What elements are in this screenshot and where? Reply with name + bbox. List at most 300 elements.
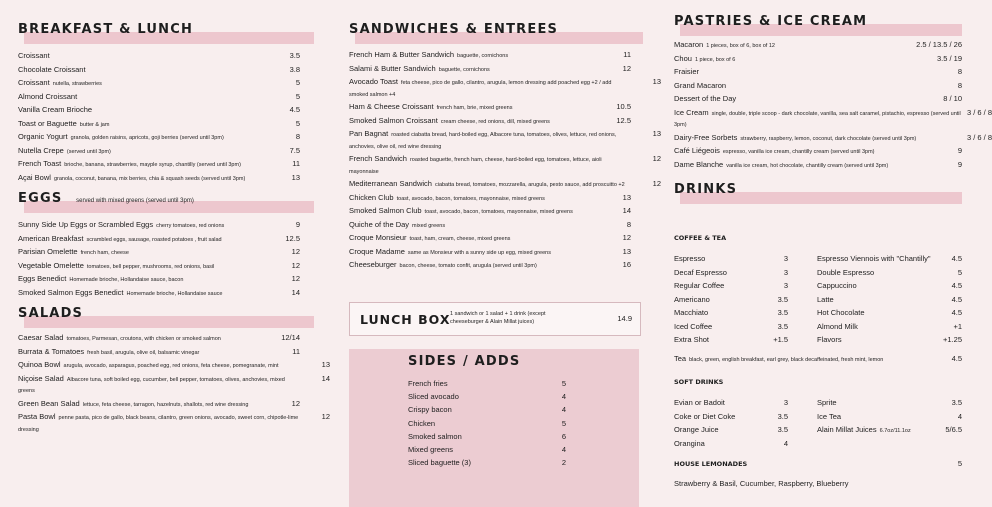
item-price: 9 — [295, 220, 300, 229]
item-name: American Breakfast — [18, 233, 84, 243]
item-price: 6 — [561, 431, 566, 441]
item-name: Smoked Salmon Croissant — [349, 115, 438, 125]
menu-item — [18, 118, 300, 132]
menu-item — [18, 273, 300, 287]
item-name: Almond Croissant — [18, 91, 78, 101]
tea-desc: black, green, english breakfast, earl grey, black decaffeinated, fresh mint, lemon — [689, 357, 884, 363]
item-name: Quinoa Bowl — [18, 360, 61, 369]
item-name: Evian or Badoit — [674, 398, 725, 407]
menu-item — [349, 259, 631, 273]
item-desc: granola, coconut, banana, mix berries, chia & squash seeds (served until 3pm) — [53, 175, 246, 182]
menu-item — [18, 260, 300, 274]
item-price: 12 — [321, 412, 330, 421]
menu-item — [18, 219, 300, 233]
item-name: Smoked Salmon Club — [349, 206, 422, 215]
lunch-box — [349, 302, 641, 336]
menu-item — [18, 346, 300, 360]
menu-item — [18, 287, 300, 301]
item-price: 4 — [783, 438, 788, 448]
item-desc: mixed greens — [412, 222, 446, 229]
item-price: 3 — [783, 254, 788, 263]
lemonade-price: 5 — [957, 459, 962, 468]
item-desc: toast, avocado, bacon, tomatoes, mayonnaise, mixed greens — [396, 195, 545, 202]
item-desc: 1 piece, box of 6 — [694, 56, 736, 63]
menu-item — [674, 80, 962, 94]
item-price: 12 — [652, 179, 661, 188]
item-desc: Homemade brioche, Hollandaise sauce, bacon — [69, 277, 184, 283]
item-desc: toast, avocado, bacon, tomatoes, mayonnaise, mixed greens — [424, 209, 573, 215]
menu-item — [349, 128, 661, 153]
menu-item — [674, 266, 788, 280]
item-price: 12 — [291, 247, 300, 256]
item-desc: Albacore tuna, soft boiled egg, cucumber, bell pepper, tomatoes, olives, anchovies, mixed greens — [18, 376, 285, 394]
item-name: Caesar Salad — [18, 333, 64, 342]
sandwiches-list — [349, 49, 661, 273]
item-price: 13 — [652, 129, 661, 138]
item-name: Avocado Toast — [349, 77, 398, 86]
item-price: 3 — [783, 398, 788, 407]
item-name: Croque Madame — [349, 246, 405, 256]
item-name: Mixed greens — [408, 445, 454, 455]
item-desc: nutella, strawberries — [52, 81, 102, 87]
drinks-area — [674, 232, 962, 502]
item-price: 7.5 — [289, 145, 300, 155]
menu-item — [817, 293, 962, 307]
item-price: 14 — [622, 206, 631, 215]
breakfast-title: BREAKFAST & LUNCH — [18, 22, 194, 37]
item-name: Dame Blanche — [674, 159, 724, 169]
menu-item — [349, 232, 631, 246]
menu-item — [18, 359, 330, 373]
item-price: 4 — [957, 411, 962, 421]
item-desc: cherry tomatoes, red onions — [156, 223, 225, 229]
menu-item — [674, 93, 962, 107]
menu-item — [817, 410, 962, 424]
item-name: Mediterranean Sandwich — [349, 179, 432, 188]
menu-item — [674, 320, 788, 334]
menu-item — [674, 159, 962, 173]
item-price: 3.5 — [777, 294, 788, 304]
item-price: 4.5 — [951, 308, 962, 317]
item-name: Orange Juice — [674, 425, 719, 434]
item-price: 3.5 — [951, 398, 962, 407]
item-price: 5 — [957, 267, 962, 277]
item-name: Pan Bagnat — [349, 129, 389, 138]
sandwiches-title: SANDWICHES & ENTREES — [349, 22, 559, 37]
item-price: 16 — [622, 260, 631, 269]
item-name: Cappuccino — [817, 281, 857, 290]
item-name: Espresso Viennois with "Chantilly" — [817, 254, 931, 263]
item-price: 5/6.5 — [945, 425, 962, 434]
menu-item — [674, 66, 962, 80]
item-price: 12 — [622, 63, 631, 73]
item-name: Sunny Side Up Eggs or Scrambled Eggs — [18, 220, 154, 229]
item-desc: tomatoes, bell pepper, mushrooms, red onions, basil — [86, 263, 215, 270]
item-name: French Toast — [18, 159, 62, 168]
menu-item — [817, 266, 962, 280]
lunch-box-price: 14.9 — [617, 314, 632, 323]
item-name: Nutella Crepe — [18, 145, 64, 155]
item-price: 3.5 — [777, 308, 788, 317]
menu-item — [817, 252, 962, 266]
item-name: Latte — [817, 294, 834, 304]
column-right — [674, 0, 992, 198]
item-name: Parisian Omelette — [18, 247, 78, 256]
menu-item — [408, 403, 566, 416]
item-price: +1 — [953, 321, 962, 331]
menu-item — [18, 64, 300, 78]
menu-item — [349, 219, 631, 233]
item-price: +1.5 — [773, 335, 788, 344]
item-price: 8 — [957, 80, 962, 90]
item-name: Double Espresso — [817, 267, 875, 277]
item-name: Decaf Espresso — [674, 267, 727, 277]
lemonade-flavors: Strawberry & Basil, Cucumber, Raspberry, Blueberry — [674, 479, 849, 488]
sides-list — [408, 377, 566, 469]
item-name: Chocolate Croissant — [18, 64, 86, 74]
menu-item — [18, 145, 300, 159]
item-price: 8 — [295, 132, 300, 141]
item-name: Coke or Diet Coke — [674, 411, 736, 421]
item-desc: lettuce, feta cheese, tarragon, hazelnuts, shallots, red wine dressing — [82, 401, 249, 408]
menu-item — [817, 423, 962, 439]
item-name: Vegetable Omelette — [18, 260, 84, 270]
lunch-box-title: LUNCH BOX — [360, 312, 451, 327]
menu-item — [349, 192, 631, 206]
item-price: 14 — [321, 373, 330, 383]
item-name: Ice Tea — [817, 411, 842, 421]
menu-item — [817, 279, 962, 293]
menu-item — [817, 320, 962, 334]
drinks-heading — [674, 182, 962, 198]
tea-row — [674, 353, 962, 367]
item-name: Smoked salmon — [408, 431, 462, 441]
item-price: 12.5 — [616, 115, 631, 125]
lemonade-title: HOUSE LEMONADES — [674, 460, 748, 468]
menu-item — [674, 333, 788, 347]
menu-item — [18, 373, 330, 398]
item-name: Croissant — [18, 51, 50, 60]
eggs-heading — [18, 191, 298, 209]
item-price: 13 — [622, 192, 631, 202]
item-desc: bacon, cheese, tomato confit, arugula (served until 3pm) — [399, 263, 537, 269]
soft-drinks-title: SOFT DRINKS — [674, 378, 724, 386]
menu-item — [408, 443, 566, 456]
item-price: 12 — [622, 233, 631, 242]
item-price: 5 — [295, 78, 300, 87]
item-price: 12 — [291, 398, 300, 408]
menu-item — [349, 205, 631, 219]
sandwiches-heading — [349, 22, 627, 38]
soft-left-list — [674, 396, 788, 450]
item-price: 3 — [783, 281, 788, 290]
item-price: +1.25 — [943, 335, 962, 344]
item-price: 2 — [561, 458, 566, 468]
item-desc: vanilla ice cream, hot chocolate, chantilly cream (served until 3pm) — [726, 162, 889, 169]
item-name: Fraisier — [674, 67, 700, 76]
item-desc: 1 pieces, box of 6, box of 12 — [706, 43, 775, 49]
menu-item — [408, 417, 566, 430]
menu-item — [349, 115, 631, 129]
item-name: Croque Monsieur — [349, 233, 407, 242]
item-price: 12.5 — [285, 233, 300, 243]
item-desc: (served until 3pm) — [66, 148, 111, 155]
menu-item — [674, 410, 788, 424]
lunch-box-desc: 1 sandwich or 1 salad + 1 drink (except cheeseburger & Alain Millat juices) — [450, 311, 546, 325]
item-desc: feta cheese, pico de gallo, cilantro, arugula, lemon dressing add poached egg +2 / add smoked salmon +4 — [349, 80, 612, 98]
menu-item — [349, 49, 631, 63]
item-price: 8 — [957, 67, 962, 76]
salads-list — [18, 332, 330, 436]
item-name: Ice Cream — [674, 107, 709, 117]
menu-item — [674, 437, 788, 451]
item-price: 13 — [321, 360, 330, 369]
menu-item — [408, 390, 566, 403]
menu-item — [674, 107, 992, 132]
pastries-heading — [674, 14, 962, 30]
item-name: Café Liégeois — [674, 146, 720, 155]
item-price: 14 — [291, 287, 300, 297]
menu-item — [18, 233, 300, 247]
menu-item — [18, 131, 300, 145]
item-price: 3 — [783, 267, 788, 277]
item-desc: fresh basil, arugula, olive oil, balsamic vinegar — [87, 349, 200, 356]
menu-item — [674, 53, 962, 67]
item-name: Almond Milk — [817, 321, 858, 331]
item-name: Chicken Club — [349, 192, 394, 202]
item-price: 4 — [561, 405, 566, 415]
sides-panel — [349, 349, 639, 507]
eggs-list — [18, 219, 298, 300]
item-name: Hot Chocolate — [817, 308, 865, 317]
item-name: Regular Coffee — [674, 281, 725, 290]
item-price: 11 — [292, 346, 300, 356]
item-name: French fries — [408, 379, 448, 388]
item-price: 9 — [957, 159, 962, 169]
item-price: 8 — [626, 219, 631, 229]
item-price: 5 — [295, 91, 300, 101]
item-desc: french ham, brie, mixed greens — [436, 105, 513, 111]
column-left — [18, 0, 330, 436]
item-name: French Sandwich — [349, 154, 407, 163]
menu-item — [674, 145, 962, 159]
item-desc: roasted baguette, french ham, cheese, hard-boiled egg, tomatoes, lettuce, aioli mayonnaise — [349, 157, 602, 175]
item-desc: toast, ham, cream, cheese, mixed greens — [409, 236, 511, 242]
item-price: 5 — [561, 379, 566, 388]
menu-item — [349, 63, 631, 77]
item-price: 5 — [295, 118, 300, 128]
item-name: Burrata & Tomatoes — [18, 346, 85, 356]
menu-item — [674, 132, 992, 146]
menu-item — [18, 172, 300, 186]
item-price: 3.5 — [777, 425, 788, 434]
menu-item — [674, 279, 788, 293]
menu-item — [674, 293, 788, 307]
item-price: 12 — [652, 154, 661, 163]
item-desc: penne pasta, pico de gallo, black beans, cilantro, green onions, avocado, sweet corn, chipotle-lime dressing — [18, 415, 299, 433]
menu-item — [817, 396, 962, 410]
item-price: 3 / 6 / 8 — [966, 132, 992, 142]
item-desc: strawberry, raspberry, lemon, coconut, dark chocolate (served until 3pm) — [740, 135, 917, 142]
item-name: Sliced avocado — [408, 392, 459, 402]
item-name: Iced Coffee — [674, 321, 713, 331]
item-name: Alain Millat Juices — [817, 425, 877, 434]
item-name: Sprite — [817, 398, 837, 407]
item-name: Macaron — [674, 40, 704, 49]
item-price: 13 — [622, 246, 631, 256]
item-name: Dairy-Free Sorbets — [674, 132, 738, 142]
item-name: Crispy bacon — [408, 405, 452, 415]
item-name: Green Bean Salad — [18, 398, 80, 408]
menu-item — [408, 456, 566, 469]
item-name: Orangina — [674, 438, 705, 448]
menu-item — [349, 76, 661, 101]
eggs-note: served with mixed greens (served until 3pm) — [76, 198, 194, 204]
menu-item — [817, 306, 962, 320]
item-name: Açai Bowl — [18, 172, 51, 182]
pastries-title: PASTRIES & ICE CREAM — [674, 14, 868, 29]
item-name: Vanilla Cream Brioche — [18, 105, 93, 114]
item-desc: Homemade brioche, Hollandaise sauce — [126, 290, 223, 297]
salads-title: SALADS — [18, 306, 84, 321]
item-name: Chicken — [408, 418, 436, 428]
item-price: 12 — [291, 274, 300, 283]
item-desc: baguette, cornichons — [438, 66, 490, 73]
soft-right-list — [817, 396, 962, 439]
menu-item — [18, 77, 300, 91]
lemonade-row — [674, 458, 962, 471]
item-desc: brioche, banana, strawberries, mayple syrup, chantilly (served until 3pm) — [64, 162, 241, 168]
tea-price: 4.5 — [951, 354, 962, 363]
breakfast-list — [18, 50, 298, 185]
item-price: 3.5 — [289, 51, 300, 60]
item-name: Pasta Bowl — [18, 412, 56, 421]
tea-name: Tea — [674, 354, 687, 363]
item-price: 3 / 6 / 8 — [966, 107, 992, 117]
column-middle — [349, 0, 661, 273]
item-desc: scrambled eggs, sausage, roasted potatoes , fruit salad — [86, 236, 222, 243]
item-price: 3.5 — [777, 321, 788, 331]
item-name: Grand Macaron — [674, 80, 727, 90]
item-price: 3.5 — [777, 411, 788, 421]
menu-item — [349, 246, 631, 260]
item-price: 4 — [561, 392, 566, 402]
item-name: Macchiato — [674, 308, 709, 317]
item-name: Toast or Baguette — [18, 118, 77, 128]
menu-item — [18, 246, 300, 260]
item-desc: espresso, vanilla ice cream, chantilly cream (served until 3pm) — [722, 149, 875, 155]
item-name: Organic Yogurt — [18, 132, 68, 141]
item-price: 4 — [561, 445, 566, 455]
item-name: Dessert of the Day — [674, 94, 737, 103]
item-desc: cream cheese, red onions, dill, mixed greens — [440, 118, 550, 125]
item-price: 3.8 — [289, 64, 300, 74]
item-price: 4.5 — [289, 105, 300, 114]
item-desc: same as Monsieur with a sunny side up egg, mixed greens — [407, 249, 551, 256]
eggs-title: EGGS — [18, 191, 63, 206]
coffee-right-list — [817, 252, 962, 347]
item-name: Americano — [674, 294, 710, 304]
menu-item — [408, 377, 566, 390]
drinks-title: DRINKS — [674, 182, 738, 197]
item-name: Flavors — [817, 335, 842, 344]
menu-item — [349, 101, 631, 115]
item-price: 12 — [291, 260, 300, 270]
item-desc: roasted ciabatta bread, hard-boiled egg, Albacore tuna, tomatoes, olives, lettuce, red onions, anchovies, olive oil, red wine dressing — [349, 132, 617, 150]
item-desc: single, double, triple scoop - dark chocolate, vanilla, sea salt caramel, pistachio, espresso (served until 3pm) — [674, 110, 961, 128]
item-price: 8 / 10 — [943, 94, 962, 103]
sides-title: SIDES / ADDS — [408, 354, 521, 369]
menu-item — [674, 306, 788, 320]
item-price: 10.5 — [616, 102, 631, 111]
item-desc: granola, golden raisins, apricots, goji berries (served until 3pm) — [70, 135, 224, 141]
coffee-left-list — [674, 252, 788, 347]
item-desc: 6.7oz/11.1oz — [879, 428, 911, 434]
menu-item — [18, 104, 300, 118]
item-name: Sliced baguette (3) — [408, 458, 471, 468]
item-price: 13 — [291, 172, 300, 182]
item-price: 11 — [292, 159, 300, 168]
item-name: Extra Shot — [674, 335, 710, 344]
menu-item — [408, 430, 566, 443]
menu-item — [349, 178, 661, 192]
item-price: 3.5 / 19 — [936, 53, 962, 63]
menu-item — [349, 153, 661, 178]
item-desc: french ham, cheese — [80, 250, 129, 256]
item-price: 13 — [652, 77, 661, 86]
item-name: Smoked Salmon Eggs Benedict — [18, 287, 124, 297]
item-name: Niçoise Salad — [18, 373, 64, 383]
item-name: Cheeseburger — [349, 260, 397, 269]
breakfast-heading — [18, 22, 298, 38]
coffee-tea-title: COFFEE & TEA — [674, 234, 727, 242]
item-price: 4.5 — [951, 254, 962, 263]
item-name: Croissant — [18, 78, 50, 87]
item-price: 2.5 / 13.5 / 26 — [916, 40, 962, 49]
item-name: Salami & Butter Sandwich — [349, 63, 436, 73]
item-desc: arugula, avocado, asparagus, poached egg, red onions, feta cheese, pomegranate, mint — [63, 363, 279, 369]
item-desc: butter & jam — [79, 121, 110, 128]
menu-item — [18, 50, 300, 64]
item-name: Eggs Benedict — [18, 274, 67, 283]
menu-item — [674, 39, 962, 53]
item-price: 4.5 — [951, 281, 962, 290]
item-price: 12/14 — [281, 333, 300, 342]
item-name: Quiche of the Day — [349, 219, 410, 229]
menu-item — [674, 423, 788, 437]
item-desc: tomatoes, Parmesan, croutons, with chicken or smoked salmon — [66, 336, 221, 342]
menu-item — [18, 91, 300, 105]
item-price: 4.5 — [951, 294, 962, 304]
item-desc: baguette, cornichons — [457, 53, 509, 59]
item-name: French Ham & Butter Sandwich — [349, 50, 455, 59]
item-price: 9 — [957, 146, 962, 155]
menu-item — [18, 332, 300, 346]
menu-item — [18, 411, 330, 436]
pastries-list — [674, 39, 992, 172]
salads-heading — [18, 306, 298, 322]
item-name: Ham & Cheese Croissant — [349, 102, 434, 111]
menu-item — [18, 158, 300, 172]
item-price: 5 — [561, 418, 566, 428]
menu-item — [18, 398, 300, 412]
item-price: 11 — [623, 50, 631, 59]
menu-item — [674, 396, 788, 410]
item-name: Chou — [674, 53, 692, 63]
menu-item — [817, 333, 962, 347]
item-desc: ciabatta bread, tomatoes, mozzarella, arugula, pesto sauce, add proscuitto +2 — [434, 182, 625, 188]
item-name: Espresso — [674, 254, 706, 263]
